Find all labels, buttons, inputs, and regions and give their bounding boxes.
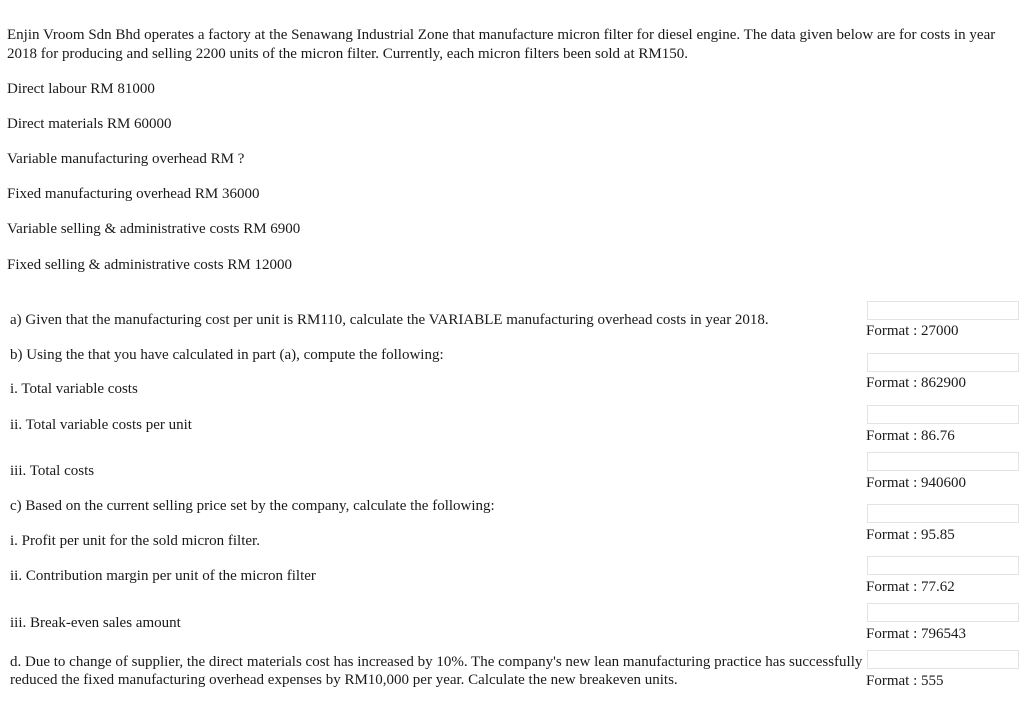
- answer-input-a[interactable]: [867, 301, 1019, 320]
- answer-input-d[interactable]: [867, 650, 1019, 669]
- answer-input-c-i[interactable]: [867, 504, 1019, 523]
- format-hint-b-ii: Format : 86.76: [866, 428, 955, 444]
- format-hint-c-iii: Format : 796543: [866, 626, 966, 642]
- answer-input-b-ii[interactable]: [867, 405, 1019, 424]
- question-c: c) Based on the current selling price set by the company, calculate the following:: [10, 498, 495, 514]
- question-c-ii: ii. Contribution margin per unit of the micron filter: [10, 568, 316, 584]
- format-hint-b-i: Format : 862900: [866, 375, 966, 391]
- question-d: d. Due to change of supplier, the direct materials cost has increased by 10%. The company's new lean manufacturing practice has successfully reduced the fixed manufacturing overhead expenses by RM10,000 per year. Calculate the new breakeven units.: [10, 654, 863, 688]
- question-c-i: i. Profit per unit for the sold micron filter.: [10, 533, 260, 549]
- answer-input-c-iii[interactable]: [867, 603, 1019, 622]
- question-b: b) Using the that you have calculated in part (a), compute the following:: [10, 347, 444, 363]
- format-hint-d: Format : 555: [866, 673, 944, 689]
- cost-direct-labour: Direct labour RM 81000: [7, 81, 155, 97]
- problem-intro: Enjin Vroom Sdn Bhd operates a factory at the Senawang Industrial Zone that manufacture micron filter for diesel engine. The data given below are for costs in year 2018 for producing and selling 2200 units of the micron filter. Currently, each micron filters been sold at RM150.: [7, 27, 996, 62]
- question-b-iii: iii. Total costs: [10, 463, 95, 479]
- question-a: a) Given that the manufacturing cost per unit is RM110, calculate the VARIABLE manufacturing overhead costs in year 2018.: [10, 312, 769, 328]
- question-b-i: i. Total variable costs: [10, 381, 138, 397]
- format-hint-a: Format : 27000: [866, 323, 959, 339]
- cost-direct-materials: Direct materials RM 60000: [7, 116, 172, 132]
- answer-input-b-i[interactable]: [867, 353, 1019, 372]
- answer-input-b-iii[interactable]: [867, 452, 1019, 471]
- answer-input-c-ii[interactable]: [867, 556, 1019, 575]
- cost-variable-mfg-overhead: Variable manufacturing overhead RM ?: [7, 151, 245, 167]
- cost-fixed-selling-admin: Fixed selling & administrative costs RM 12000: [7, 257, 292, 273]
- question-c-iii: iii. Break-even sales amount: [10, 615, 181, 631]
- format-hint-c-i: Format : 95.85: [866, 527, 955, 543]
- question-b-ii: ii. Total variable costs per unit: [10, 417, 192, 433]
- cost-variable-selling-admin: Variable selling & administrative costs RM 6900: [7, 221, 301, 237]
- cost-fixed-mfg-overhead: Fixed manufacturing overhead RM 36000: [7, 186, 260, 202]
- format-hint-b-iii: Format : 940600: [866, 475, 966, 491]
- format-hint-c-ii: Format : 77.62: [866, 579, 955, 595]
